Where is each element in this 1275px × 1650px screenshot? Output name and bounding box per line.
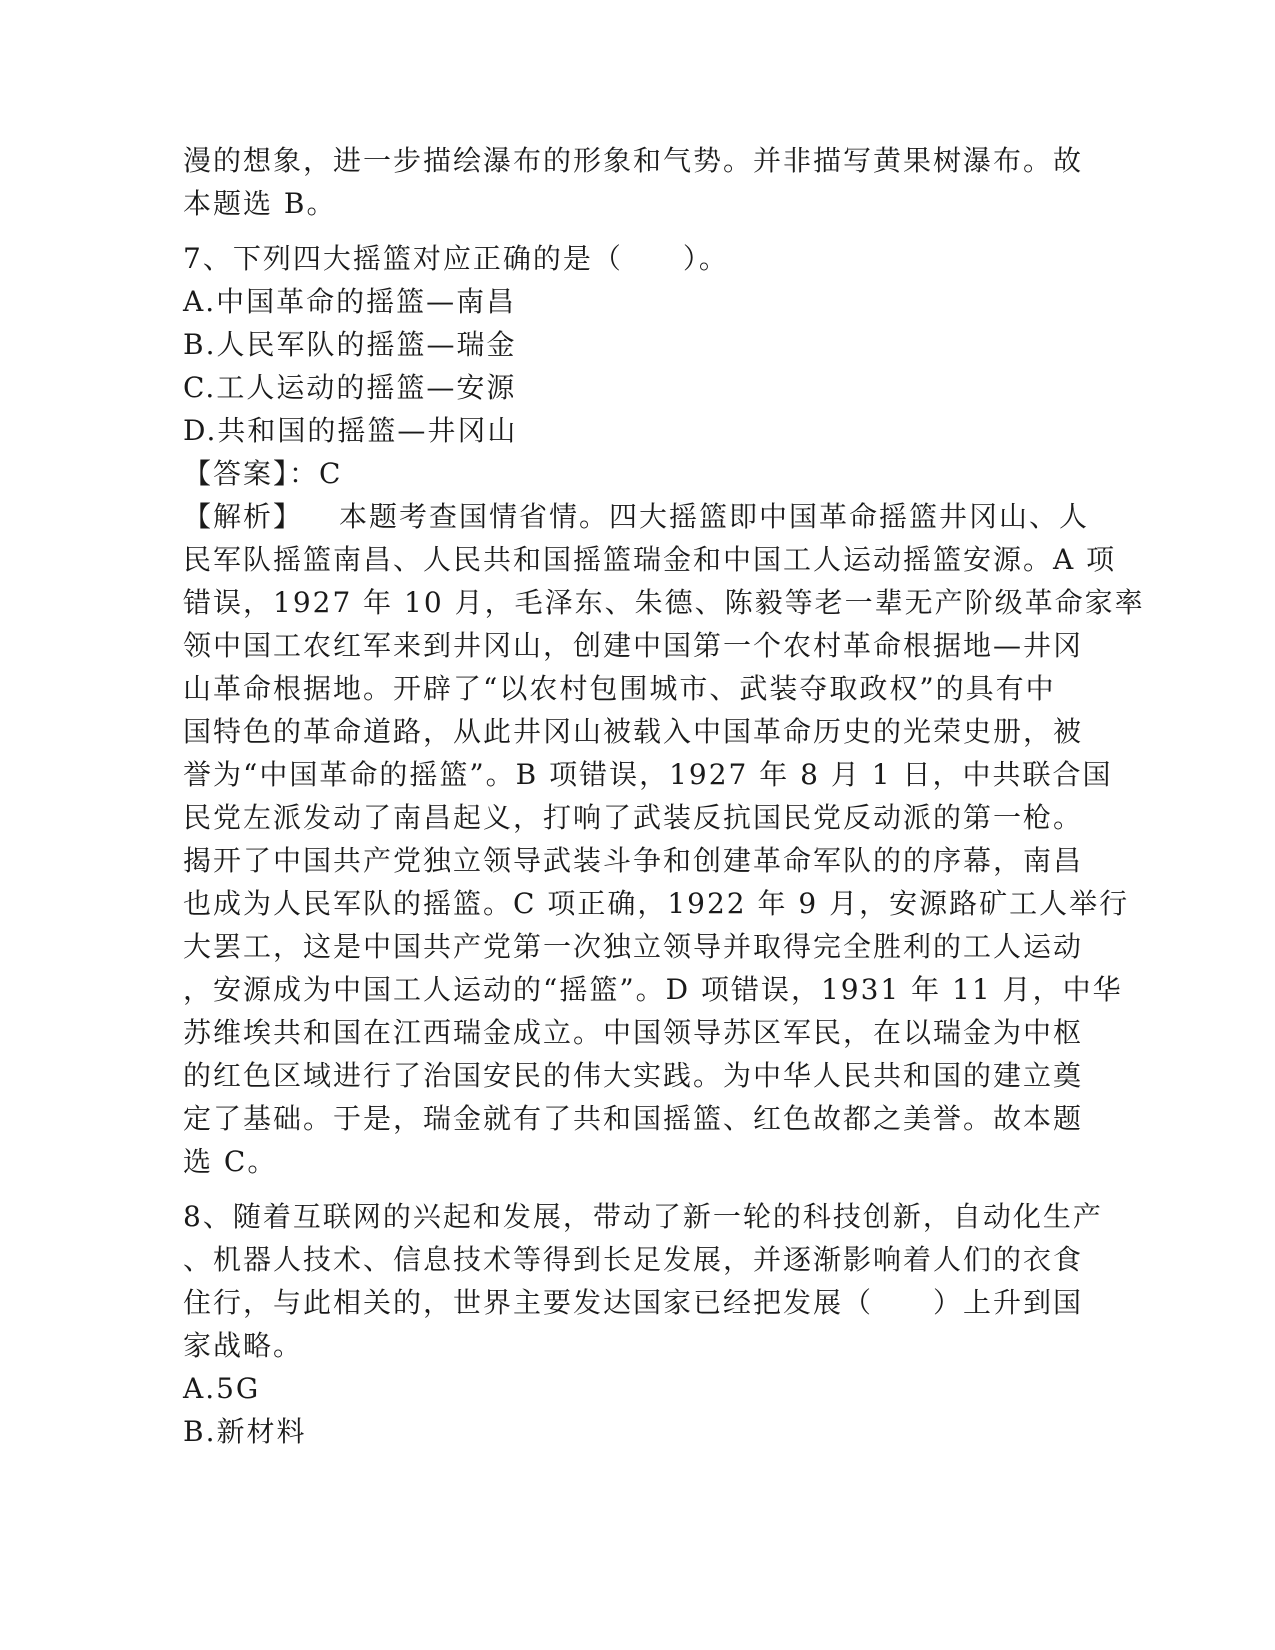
option-b: B.新材料 [183,1415,307,1448]
text-line: 漫的想象，进一步描绘瀑布的形象和气势。并非描写黄果树瀑布。故 [183,144,1084,177]
analysis-text: 本题考查国情省情。四大摇篮即中国革命摇篮井冈山、人 [339,500,1090,533]
answer-value: C [319,457,343,490]
analysis-line: 大罢工，这是中国共产党第一次独立领导并取得完全胜利的工人运动 [183,930,1084,963]
analysis-line: 民军队摇篮南昌、人民共和国摇篮瑞金和中国工人运动摇篮安源。A 项 [183,543,1117,576]
analysis-line: 领中国工农红军来到井冈山，创建中国第一个农村革命根据地—井冈 [183,629,1084,662]
analysis-line: 揭开了中国共产党独立领导武装斗争和创建革命军队的的序幕，南昌 [183,844,1084,877]
analysis-line: 错误，1927 年 10 月，毛泽东、朱德、陈毅等老一辈无产阶级革命家率 [183,586,1145,619]
analysis-label: 【解析】 [183,500,304,533]
question-stem: 家战略。 [183,1329,304,1362]
analysis-line: 也成为人民军队的摇篮。C 项正确，1922 年 9 月，安源路矿工人举行 [183,887,1130,920]
option-a: A.5G [183,1372,261,1405]
option-a: A.中国革命的摇篮—南昌 [183,285,517,318]
question-8 [183,1195,1103,1453]
analysis-line: 选 C。 [183,1145,278,1178]
text-line: 本题选 B。 [183,187,337,220]
previous-analysis-continuation [183,139,1083,225]
analysis-line: 誉为“中国革命的摇篮”。B 项错误，1927 年 8 月 1 日，中共联合国 [183,758,1113,791]
analysis-line: 苏维埃共和国在江西瑞金成立。中国领导苏区军民，在以瑞金为中枢 [183,1016,1084,1049]
analysis-line: 的红色区域进行了治国安民的伟大实践。为中华人民共和国的建立奠 [183,1059,1084,1092]
question-stem: 、机器人技术、信息技术等得到长足发展，并逐渐影响着人们的衣食 [183,1243,1084,1276]
option-c: C.工人运动的摇篮—安源 [183,371,517,404]
analysis-line: ，安源成为中国工人运动的“摇篮”。D 项错误，1931 年 11 月，中华 [183,973,1123,1006]
analysis-line: 国特色的革命道路，从此井冈山被载入中国革命历史的光荣史册，被 [183,715,1084,748]
question-stem: 住行，与此相关的，世界主要发达国家已经把发展（ ）上升到国 [183,1286,1084,1319]
analysis-line [183,495,1090,538]
document-page [183,139,1145,1453]
question-stem: 7、下列四大摇篮对应正确的是（ ）。 [183,242,729,275]
analysis-line: 民党左派发动了南昌起义，打响了武装反抗国民党反动派的第一枪。 [183,801,1084,834]
question-stem: 8、随着互联网的兴起和发展，带动了新一轮的科技创新，自动化生产 [183,1200,1103,1233]
analysis-line: 山革命根据地。开辟了“以农村包围城市、武装夺取政权”的具有中 [183,672,1056,705]
answer-line [183,452,1083,495]
analysis-line: 定了基础。于是，瑞金就有了共和国摇篮、红色故都之美誉。故本题 [183,1102,1084,1135]
question-7 [183,237,1145,1183]
option-d: D.共和国的摇篮—井冈山 [183,414,518,447]
answer-label: 【答案】： [183,457,320,490]
option-b: B.人民军队的摇篮—瑞金 [183,328,517,361]
